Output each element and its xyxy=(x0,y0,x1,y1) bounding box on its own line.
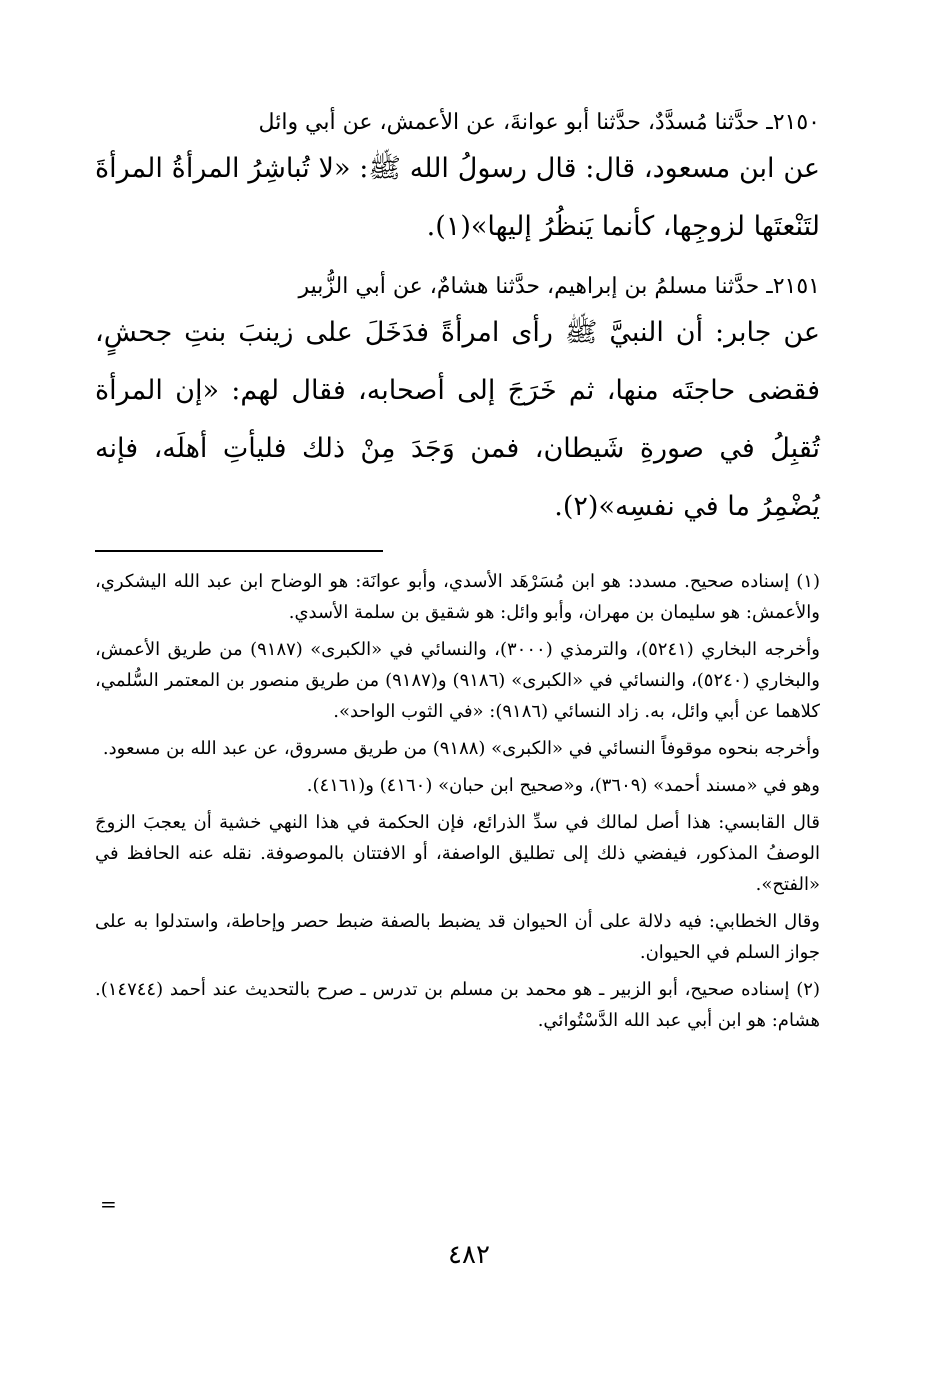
footnote-paragraph: وأخرجه البخاري (٥٢٤١)، والترمذي (٣٠٠٠)، والنسائي في «الكبرى» (٩١٨٧) من طريق الأعمش، والبخاري (٥٢٤٠)، والنسائي في «الكبرى» (٩١٨٦) و(٩١٨٧) من طريق منصور بن المعتمر السُّلمي، كلاهما عن أبي وائل، به. زاد النسائي (٩١٨٦): «في الثوب الواحد». xyxy=(95,639,821,722)
hadith-matn: عن ابن مسعود، قال: قال رسولُ الله ﷺ: «لا تُباشِرُ المرأةُ المرأةَ لتَنْعتَها لزوجِها، كأنما يَنظُرُ إليها»(١). xyxy=(95,153,821,242)
footnote-paragraph: وقال الخطابي: فيه دلالة على أن الحيوان قد يضبط بالصفة ضبط حصر وإحاطة، واستدلوا به على جواز السلم في الحيوان. xyxy=(95,911,820,963)
continuation-mark: = xyxy=(100,1192,117,1216)
page-number: ٤٨٢ xyxy=(448,1240,490,1270)
footnote-separator xyxy=(95,550,383,552)
page-content xyxy=(95,100,820,1042)
footnote-paragraph: وهو في «مسند أحمد» (٣٦٠٩)، و«صحيح ابن حبان» (٤١٦٠) و(٤١٦١). xyxy=(306,775,820,796)
footnote-paragraph: قال القابسي: هذا أصل لمالك في سدِّ الذرائع، فإن الحكمة في هذا النهي خشية أن يعجبَ الزوجَ الوصفُ المذكور، فيفضي ذلك إلى تطليق الواصفة، أو الافتتان بالموصوفة. نقله عنه الحافظ في «الفتح». xyxy=(95,812,820,895)
footnote-2: (٢) إسناده صحيح، أبو الزبير ـ هو محمد بن مسلم بن تدرس ـ صرح بالتحديث عند أحمد (١٤٧٤٤). هشام: هو ابن أبي عبد الله الدَّسْتُوائي. xyxy=(95,979,820,1031)
hadith-2150 xyxy=(95,106,820,256)
hadith-isnad: ٢١٥١ـ حدَّثنا مسلمُ بن إبراهيم، حدَّثنا هشامٌ، عن أبي الزُّبير xyxy=(298,274,820,299)
hadith-matn: عن جابر: أن النبيَّ ﷺ رأى امرأةً فدَخَلَ على زينبَ بنتِ جحشٍ، فقضى حاجتَه منها، ثم خَرَجَ إلى أصحابه، فقال لهم: «إن المرأة تُقبِلُ في صورةِ شَيطان، فمن وَجَدَ مِنْ ذلك فليأتِ أهلَه، فإنه يُضْمِرُ ما في نفسِه»(٢). xyxy=(95,317,820,522)
hadith-isnad: ٢١٥٠ـ حدَّثنا مُسدَّدٌ، حدَّثنا أبو عوانةَ، عن الأعمش، عن أبي وائل xyxy=(258,110,820,135)
footnotes xyxy=(95,566,820,1036)
footnote-paragraph: وأخرجه بنحوه موقوفاً النسائي في «الكبرى» (٩١٨٨) من طريق مسروق، عن عبد الله بن مسعود. xyxy=(102,738,820,759)
footnote-1: (١) إسناده صحيح. مسدد: هو ابن مُسَرْهَد الأسدي، وأبو عوانَة: هو الوضاح ابن عبد الله اليشكري، والأعمش: هو سليمان بن مهران، وأبو وائل: هو شقيق بن سلمة الأسدي. xyxy=(95,571,820,623)
hadith-2151 xyxy=(95,270,820,536)
